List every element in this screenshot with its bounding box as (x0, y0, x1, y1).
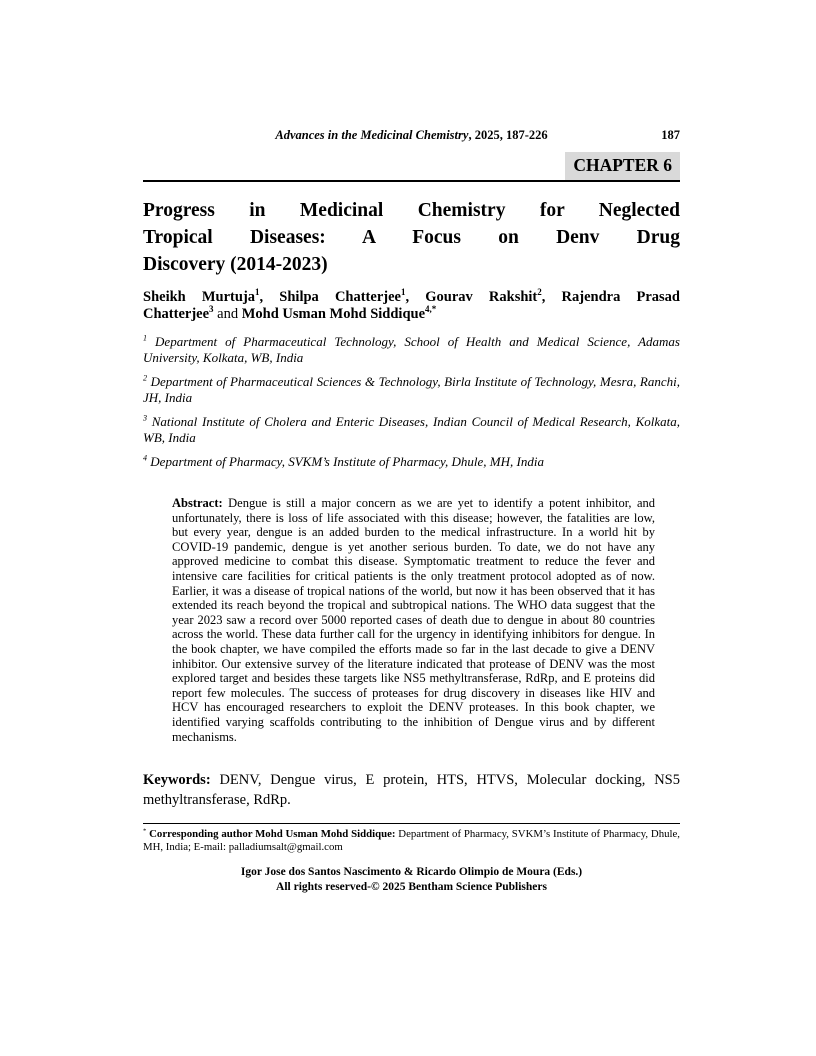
journal-reference (275, 128, 547, 142)
affiliation-1 (143, 334, 680, 366)
page-number: 187 (661, 128, 680, 142)
author-name: Sheikh Murtuja (143, 289, 256, 305)
author-name: , Gourav Rakshit (405, 289, 538, 305)
footnote-text: Department of Pharmacy, SVKM’s Institute of Pharmacy, Dhule, MH, India; E-mail: palladiumsalt@gmail.com (143, 828, 680, 854)
abstract (172, 496, 655, 744)
footnote-asterisk: * (143, 827, 147, 835)
affiliation-number: 4 (143, 453, 148, 463)
running-header (143, 128, 680, 143)
affiliation-3 (143, 414, 680, 446)
author-name: Mohd Usman Mohd Siddique (241, 306, 426, 322)
abstract-label: Abstract: (172, 496, 223, 510)
chapter-title (143, 197, 680, 278)
author-name: Chatterjee (143, 306, 210, 322)
journal-ref-suffix: , 2025, 187-226 (468, 128, 548, 142)
affiliation-number: 2 (143, 373, 148, 383)
footnote-divider (143, 823, 680, 824)
abstract-text: Dengue is still a major concern as we are yet to identify a potent inhibitor, and unfortunately, there is loss of life associated with this disease; however, the fatalities are low, but every year, dengue is an added burden to the medical infrastructure. In a world hit by COVID-19 pandemic, dengue is yet another serious burden. To date, we do not have any approved medicine to combat this disease. Symptomatic treatment to reduce the fever and intensive care facilities for critical patients is the only treatment protocol adopted as of now. Earlier, it was a disease of tropical nations of the world, but now it has been observed that it has extended its reach beyond the tropical and subtropical nations. The WHO data suggest that the year 2023 saw a record over 5000 reported cases of death due to dengue in about 80 countries across the world. These data further call for the urgency in identifying inhibitors for dengue. In the book chapter, we have compiled the efforts made so far in the last decade to give a DENV inhibitor. Our extensive survey of the literature indicated that protease of DENV was the most explored target and besides these targets like NS5 methyltransferase, RdRp, and E proteins did report few molecules. The success of proteases for drug discovery in diseases like HIV and HCV has encouraged researchers to exploit the DENV proteases. In this book chapter, we identified varying scaffolds contributing to the inhibition of Dengue virus and by different mechanisms. (172, 496, 655, 744)
affiliation-2 (143, 374, 680, 406)
author-affiliation-mark: 1 (400, 287, 406, 298)
author-affiliation-mark: 2 (537, 287, 542, 298)
keywords-label: Keywords: (143, 772, 211, 789)
affiliation-text: Department of Pharmaceutical Technology, School of Health and Medical Science, Adamas University, Kolkata, WB, India (143, 334, 680, 365)
authors-line-2 (143, 306, 680, 323)
chapter-header-rule (143, 152, 680, 182)
affiliation-text: Department of Pharmaceutical Sciences & Technology, Birla Institute of Technology, Mesra, Ranchi, JH, India (143, 374, 680, 405)
publisher-block (143, 865, 680, 895)
author-affiliation-mark: 1 (255, 287, 260, 298)
affiliation-text: National Institute of Cholera and Enteric Diseases, Indian Council of Medical Research, Kolkata, WB, India (143, 414, 680, 445)
journal-title: Advances in the Medicinal Chemistry (275, 128, 469, 142)
authors-conjunction: and (213, 306, 242, 322)
affiliation-number: 1 (143, 333, 148, 343)
chapter-title-line-3: Discovery (2014-2023) (143, 254, 328, 275)
publisher-editors-line: Igor Jose dos Santos Nascimento & Ricardo Olimpio de Moura (Eds.) (240, 866, 583, 879)
author-affiliation-mark: 4,* (425, 304, 437, 315)
keywords (143, 770, 680, 810)
affiliations (143, 334, 680, 470)
author-name: , Shilpa Chatterjee (259, 289, 401, 305)
publisher-rights-line: All rights reserved-© 2025 Bentham Science Publishers (276, 881, 547, 894)
keywords-text: DENV, Dengue virus, E protein, HTS, HTVS, Molecular docking, NS5 methyltransferase, RdRp. (143, 772, 680, 809)
corresponding-author-footnote (143, 828, 680, 854)
authors (143, 289, 680, 323)
author-affiliation-mark: 3 (209, 304, 214, 315)
affiliation-text: Department of Pharmacy, SVKM’s Institute of Pharmacy, Dhule, MH, India (147, 454, 544, 469)
affiliation-4 (143, 454, 680, 470)
chapter-title-line-2: Tropical Diseases: A Focus on Denv Drug (143, 227, 680, 248)
footnote-author-bold: Corresponding author Mohd Usman Mohd Siddique: (146, 828, 396, 841)
chapter-title-line-1: Progress in Medicinal Chemistry for Neglected (143, 200, 680, 221)
chapter-badge: CHAPTER 6 (565, 152, 680, 180)
authors-line-1 (143, 289, 680, 306)
affiliation-number: 3 (143, 413, 148, 423)
author-name: , Rajendra Prasad (541, 289, 680, 305)
